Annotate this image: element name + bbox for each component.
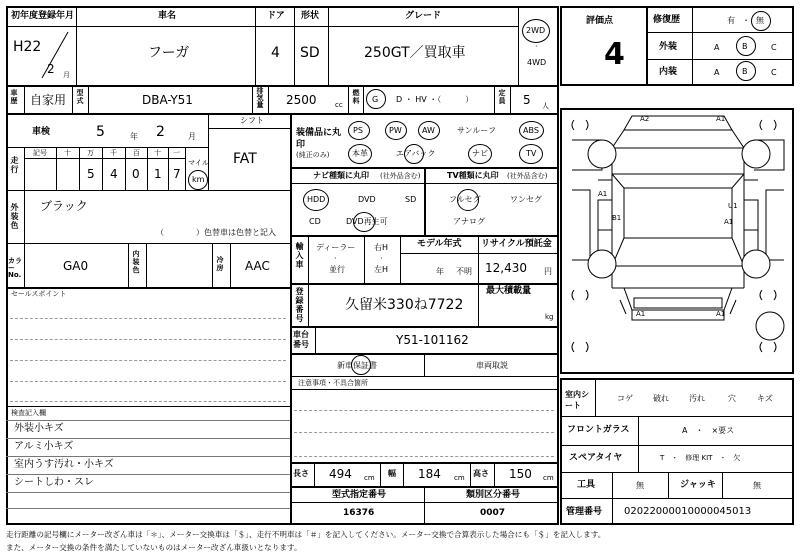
- capacity-label: 定員: [498, 89, 506, 105]
- row-line: [6, 406, 290, 407]
- mileage-unit: km: [192, 175, 205, 184]
- seat-label: 室内シート: [565, 390, 589, 410]
- max-load-unit: kg: [545, 313, 554, 321]
- tool-value: 無: [636, 481, 644, 490]
- row-line: [290, 502, 559, 503]
- interior-a: A: [714, 68, 720, 77]
- equip-ps: PS: [353, 126, 363, 135]
- tool-label: 工具: [577, 480, 596, 490]
- height-value: 150: [509, 467, 532, 481]
- sheet-border: [6, 6, 559, 525]
- mileage-label: 走行: [10, 156, 19, 174]
- equipment-note: (純正のみ): [296, 151, 330, 159]
- model-label: 型式: [76, 89, 84, 105]
- car-name: フーガ: [148, 45, 190, 61]
- footer-line-2: また、メーター交換の条件を満たしていないものはメーター改ざん車扱いとなります。: [6, 543, 302, 552]
- nav-dvdplay: DVD再生可: [346, 217, 388, 226]
- nav-dvd: DVD: [358, 195, 376, 204]
- row-line: [6, 243, 290, 244]
- seat-item: 破れ: [653, 394, 669, 403]
- col-divider: [308, 283, 309, 326]
- mileage-grid: [125, 147, 126, 190]
- col-divider: [424, 353, 425, 376]
- seat-item: コゲ: [617, 394, 633, 403]
- equip-airbag: エアバック: [396, 149, 436, 158]
- col-divider: [76, 6, 77, 85]
- usage-value: 自家用: [30, 93, 67, 107]
- inspect-line: [6, 508, 290, 509]
- class-no-label: 類別区分番号: [466, 490, 521, 500]
- recycle-value: 12,430: [485, 261, 527, 275]
- max-load-label: 最大積載量: [486, 286, 532, 296]
- eval-label: 評価点: [586, 16, 614, 26]
- inspect-line: [6, 456, 290, 457]
- tv-analog: アナログ: [453, 217, 485, 226]
- col-divider: [314, 462, 315, 486]
- col-divider: [88, 86, 89, 113]
- inspect-line-4: シートしわ・スレ: [14, 477, 94, 488]
- row-line: [290, 462, 559, 464]
- row-line: [290, 326, 559, 328]
- inspection-label: 車検: [32, 127, 51, 137]
- inspection-month-unit: 月: [188, 132, 196, 141]
- mileage-header: 十: [64, 149, 71, 157]
- eval-score: 4: [604, 37, 625, 72]
- color-code-label: カラーNo.: [8, 257, 22, 279]
- registration-label: 登録番号: [295, 287, 304, 323]
- diagram-label: A2: [640, 115, 650, 123]
- mgmt-label: 管理番号: [566, 507, 603, 517]
- recycle-yen: 円: [544, 267, 552, 276]
- footer-line-1: 走行距離の記号欄にメーター改ざん車は「＊」、メーター交換車は「＄」、走行不明車は「＃」を記入してください。メーター交換で合算表示した場合にも「＄」を記入します。: [6, 530, 606, 539]
- sales-line: [10, 360, 286, 361]
- shape-label: 形状: [301, 11, 320, 21]
- reg-month: 2: [47, 62, 55, 76]
- import-right-h: 右H: [374, 243, 389, 252]
- nav-cd: CD: [309, 217, 321, 226]
- col-divider: [315, 326, 316, 353]
- repair-label: 修復歴: [653, 15, 681, 25]
- inspect-line: [6, 492, 290, 493]
- jack-label: ジャッキ: [680, 480, 716, 490]
- chassis-label: 車台番号: [293, 330, 309, 349]
- exterior-label: 外装: [659, 42, 678, 52]
- mileage-digit: 7: [173, 167, 181, 181]
- col-divider: [72, 86, 73, 113]
- nav-note: (社外品含む): [380, 172, 421, 180]
- drive-4wd: 4WD: [527, 58, 547, 67]
- height-label: 高さ: [473, 469, 489, 478]
- col-divider: [212, 243, 213, 287]
- seat-item: 汚れ: [689, 394, 705, 403]
- drive-2wd: 2WD: [526, 26, 546, 35]
- shift-label: シフト: [240, 116, 264, 125]
- exterior-a: A: [714, 43, 720, 52]
- length-label: 長さ: [293, 469, 309, 478]
- color-code: GA0: [63, 259, 89, 273]
- repair-no: 無: [756, 16, 764, 25]
- fuel-label: 燃料: [352, 89, 360, 105]
- import-left-h: 左H: [374, 265, 389, 274]
- sales-line: [10, 339, 286, 340]
- equip-abs: ABS: [523, 126, 539, 135]
- cond-row: [560, 445, 794, 446]
- recycle-label: リサイクル預託金: [481, 239, 552, 249]
- height-unit: cm: [543, 474, 554, 482]
- type-no-label: 型式指定番号: [332, 490, 387, 500]
- ac-value: AAC: [245, 259, 270, 273]
- chassis-value: Y51-101162: [396, 333, 469, 347]
- color-label: 外装色: [10, 203, 19, 230]
- cond-divider: [668, 472, 669, 498]
- cond-divider: [612, 472, 613, 498]
- row-line: [6, 190, 290, 191]
- glass-label: フロントガラス: [567, 425, 630, 435]
- sales-line: [10, 381, 286, 382]
- row-line: [400, 253, 559, 254]
- mileage-grid: [24, 147, 25, 190]
- import-label: 輸入車: [295, 242, 304, 269]
- interior-b: B: [742, 67, 748, 76]
- notes-label: 注意事項・不具合箇所: [298, 379, 368, 387]
- diagram-label: A1: [716, 310, 726, 318]
- import-parallel: 並行: [329, 265, 345, 274]
- col-divider: [478, 283, 479, 326]
- col-divider: [230, 243, 231, 287]
- main-col-divider: [208, 113, 209, 190]
- sales-line: [10, 401, 286, 402]
- equip-aw: AW: [422, 126, 435, 135]
- equipment-label: 装備品に丸印: [296, 128, 342, 150]
- equip-tv: TV: [526, 149, 537, 158]
- body-shape: SD: [300, 45, 320, 61]
- displacement-value: 2500: [286, 93, 317, 107]
- diagram-label: B1: [612, 214, 622, 222]
- tv-fullseg: フルセグ: [449, 195, 481, 204]
- inspection-year: 5: [96, 124, 105, 140]
- reg-era: H22: [13, 39, 42, 55]
- repair-sep: ・: [742, 16, 750, 25]
- col-divider: [364, 235, 365, 283]
- mileage-header: 百: [133, 149, 140, 157]
- exterior-b: B: [742, 42, 748, 51]
- row2-bottom: [6, 113, 559, 115]
- col-divider: [128, 243, 129, 287]
- row-line: [290, 389, 559, 390]
- equip-pw: PW: [389, 126, 402, 135]
- mileage-grid: [56, 147, 57, 190]
- door-count: 4: [271, 45, 280, 61]
- col-divider: [494, 86, 495, 113]
- inspect-line-1: 外装小キズ: [14, 423, 64, 434]
- row-line: [290, 283, 559, 285]
- header-divider: [6, 26, 519, 27]
- grade-value: 250GT／買取車: [364, 45, 466, 61]
- sales-point-label: セールスポイント: [11, 290, 67, 298]
- spare-label: スペアタイヤ: [569, 453, 623, 463]
- width-label: 幅: [388, 469, 396, 478]
- cond-divider: [722, 472, 723, 498]
- col-divider: [146, 243, 147, 287]
- door-label: ドア: [267, 11, 285, 21]
- model-year-unit: 年: [436, 267, 444, 276]
- mileage-sign-label: 記号: [33, 149, 47, 157]
- nav-hdd: HDD: [307, 195, 326, 204]
- mileage-grid: [79, 147, 80, 190]
- mileage-digit: 5: [87, 167, 95, 181]
- tv-oneseg: ワンセグ: [510, 195, 542, 204]
- interior-color-label: 内装色: [132, 250, 140, 274]
- col-divider: [308, 235, 309, 283]
- score-divider: [646, 59, 793, 60]
- mgmt-value: 02022000010000045013: [624, 506, 752, 517]
- diagram-label: U1: [728, 202, 738, 210]
- import-dot: ·: [334, 254, 337, 263]
- type-no: 16376: [343, 508, 375, 518]
- import-dot: ·: [380, 254, 383, 263]
- shift-value: FAT: [233, 151, 257, 167]
- col-divider: [470, 462, 471, 486]
- mileage-grid: [147, 147, 148, 190]
- first-reg-label: 初年度登録年月: [11, 11, 75, 21]
- ac-label: 冷房: [216, 256, 224, 272]
- nav-title: ナビ種類に丸印: [313, 171, 369, 180]
- col-divider: [252, 86, 253, 113]
- row-line: [290, 235, 559, 237]
- equip-navi: ナビ: [472, 149, 488, 158]
- sales-line: [10, 318, 286, 319]
- col-divider: [255, 6, 256, 85]
- notes-line: [294, 432, 554, 433]
- col-divider: [510, 86, 511, 113]
- nav-sd: SD: [405, 195, 417, 204]
- cc-unit: cc: [335, 101, 343, 109]
- interior-label: 内装: [659, 67, 678, 77]
- col-divider: [400, 235, 401, 283]
- row-line: [290, 183, 559, 184]
- diagram-label: A1: [716, 115, 726, 123]
- equip-leather: 本革: [352, 149, 368, 158]
- mileage-digit: 4: [110, 167, 118, 181]
- col-divider: [424, 167, 426, 235]
- model-year-unknown: 不明: [456, 267, 472, 276]
- cond-divider: [638, 416, 639, 472]
- row-line: [290, 376, 559, 377]
- registration-value: 久留米330ね7722: [345, 297, 464, 313]
- mileage-digit: 0: [132, 167, 140, 181]
- length-unit: cm: [364, 474, 375, 482]
- mileage-header: 一: [173, 149, 180, 157]
- inspection-year-unit: 年: [130, 132, 138, 141]
- class-no: 0007: [480, 508, 506, 518]
- manual: 車両取説: [476, 361, 508, 370]
- col-divider: [268, 86, 269, 113]
- col-divider: [24, 86, 25, 113]
- col-divider: [494, 462, 495, 486]
- inspect-line: [6, 438, 290, 439]
- model-year-label: モデル年式: [417, 239, 462, 249]
- new-guarantee: 新車保証書: [337, 361, 377, 370]
- exterior-c: C: [771, 43, 777, 52]
- cond-row: [560, 416, 794, 417]
- col-divider: [380, 462, 381, 486]
- row-line: [6, 147, 208, 148]
- col-divider: [24, 190, 25, 287]
- color-note: （ ）色替車は色替と記入: [156, 228, 276, 237]
- capacity-unit: 人: [542, 102, 549, 110]
- usage-label: 車歴: [10, 89, 18, 105]
- seat-item: 穴: [728, 394, 736, 403]
- drive-dot: ·: [535, 42, 538, 51]
- inspect-line: [6, 420, 290, 421]
- cond-divider: [612, 498, 613, 525]
- col-divider: [348, 86, 349, 113]
- mileage-grid: [24, 158, 185, 159]
- fuel-options: D ・ HV ・（ ）: [396, 95, 474, 104]
- inspection-month: 2: [156, 124, 165, 140]
- import-dealer: ディーラー: [316, 243, 356, 252]
- tv-note: (社外品含む): [507, 172, 548, 180]
- notes-line: [294, 456, 554, 457]
- col-divider: [424, 486, 425, 523]
- diagram-label: A1: [724, 218, 734, 226]
- col-divider: [363, 86, 364, 113]
- cond-divider: [595, 378, 596, 416]
- model-value: DBA-Y51: [142, 93, 193, 107]
- displacement-label: 排気量: [256, 87, 264, 108]
- row-line: [6, 287, 290, 289]
- spare-options: T ・ 修理 KIT ・ 欠: [660, 454, 741, 462]
- capacity-value: 5: [523, 93, 531, 107]
- width-value: 184: [418, 467, 441, 481]
- mileage-unit-label: マイル: [188, 159, 209, 167]
- car-name-label: 車名: [158, 11, 177, 21]
- col-divider: [294, 6, 295, 85]
- inspect-line-2: アルミ小キズ: [14, 441, 74, 452]
- mileage-digit: 1: [154, 167, 162, 181]
- mileage-grid: [185, 147, 186, 190]
- mileage-header: 千: [110, 149, 117, 157]
- glass-options: A ・ ×要ス: [682, 426, 735, 435]
- grade-label: グレード: [405, 11, 442, 21]
- notes-line: [294, 410, 554, 411]
- col-divider: [328, 6, 329, 85]
- length-value: 494: [329, 467, 352, 481]
- seat-item: キズ: [757, 394, 773, 403]
- mileage-grid: [102, 147, 103, 190]
- mileage-header: 万: [87, 149, 94, 157]
- score-divider: [646, 32, 793, 33]
- inspect-label: 検査記入欄: [11, 409, 46, 417]
- mileage-grid: [168, 147, 169, 190]
- col-divider: [478, 235, 479, 283]
- mileage-header: 十: [154, 149, 161, 157]
- inspect-line: [6, 474, 290, 475]
- fuel-g: G: [372, 95, 379, 104]
- interior-c: C: [771, 68, 777, 77]
- width-unit: cm: [454, 474, 465, 482]
- score-divider: [646, 6, 648, 86]
- diagram-label: A1: [598, 190, 608, 198]
- reg-month-unit: 月: [63, 71, 70, 79]
- jack-value: 無: [753, 481, 761, 490]
- repair-yes: 有: [727, 16, 735, 25]
- car-diagram: [562, 110, 792, 372]
- score-divider: [692, 6, 693, 86]
- cond-row: [560, 472, 794, 473]
- diagram-label: A1: [636, 310, 646, 318]
- cond-row: [560, 498, 794, 499]
- col-divider: [403, 462, 404, 486]
- color-value: ブラック: [40, 199, 88, 213]
- col-divider: [518, 6, 519, 85]
- inspect-line-3: 室内うす汚れ・小キズ: [14, 459, 114, 470]
- row-line: [208, 128, 290, 129]
- equip-sunroof: サンルーフ: [457, 126, 496, 135]
- tv-title: TV種類に丸印: [447, 171, 499, 180]
